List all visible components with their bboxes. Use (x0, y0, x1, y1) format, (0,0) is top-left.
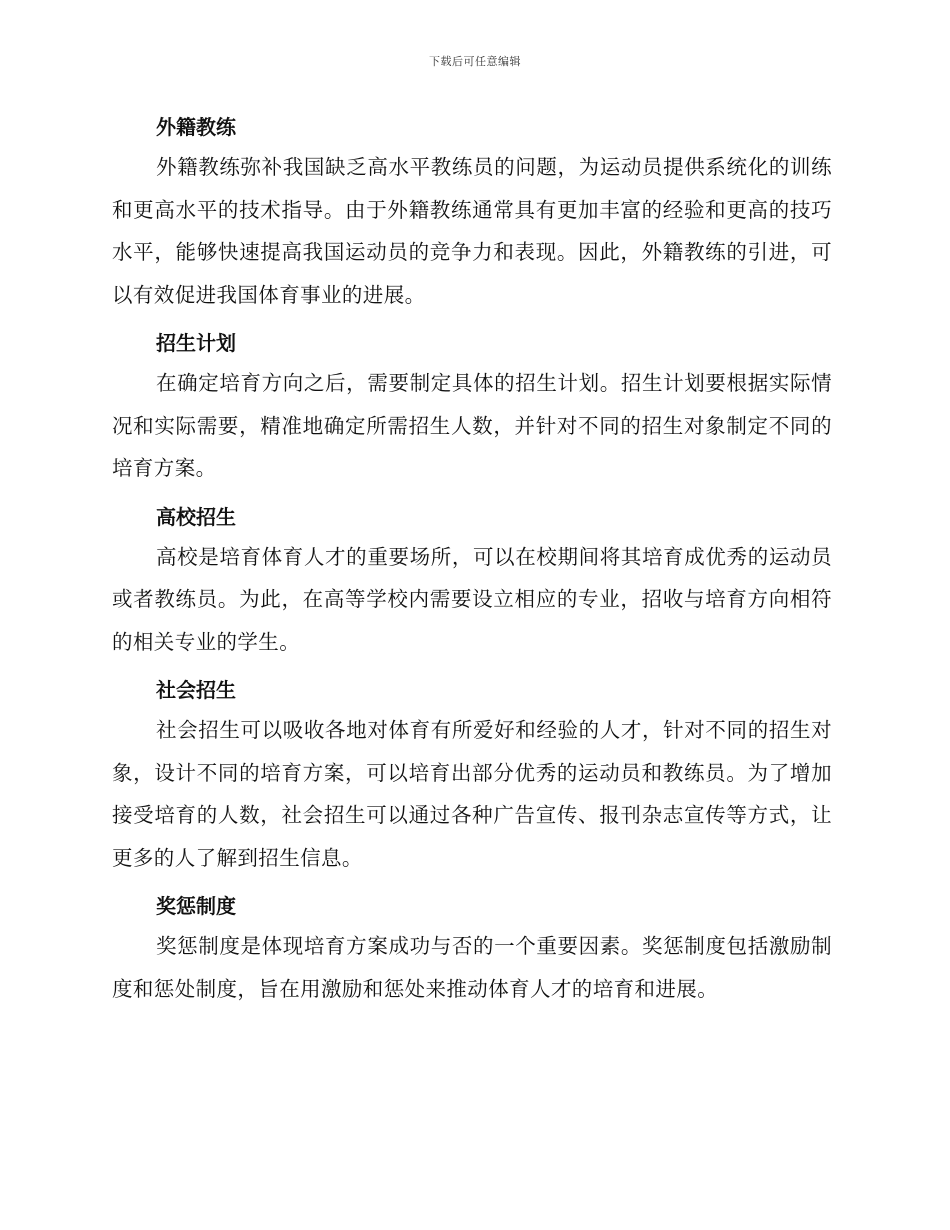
section-heading: 社会招生 (156, 678, 236, 702)
section-paragraph: 高校是培育体育人才的重要场所，可以在校期间将其培育成优秀的运动员或者教练员。为此，在高等学校内需要设立相应的专业，招收与培育方向相符的相关专业的学生。 (112, 544, 832, 654)
section-heading: 招生计划 (156, 331, 236, 355)
section-heading: 高校招生 (156, 504, 236, 529)
section-paragraph: 社会招生可以吸收各地对体育有所爱好和经验的人才，针对不同的招生对象，设计不同的培育方案，可以培育出部分优秀的运动员和教练员。为了增加接受培育的人数，社会招生可以通过各种广告宣传、报刊杂志宣传等方式，让更多的人了解到招生信息。 (112, 718, 832, 870)
section-university-enrollment (112, 498, 832, 664)
section-paragraph: 外籍教练弥补我国缺乏高水平教练员的问题，为运动员提供系统化的训练和更高水平的技术指导。由于外籍教练通常具有更加丰富的经验和更高的技巧水平，能够快速提高我国运动员的竞争力和表现。因此，外籍教练的引进，可以有效促进我国体育事业的进展。 (112, 155, 832, 307)
section-public-enrollment (112, 671, 832, 879)
section-heading: 外籍教练 (156, 115, 236, 139)
page-header-note: 下载后可任意编辑 (429, 55, 521, 68)
section-rewards-penalties (112, 887, 832, 1010)
section-paragraph: 在确定培育方向之后，需要制定具体的招生计划。招生计划要根据实际情况和实际需要，精准地确定所需招生人数，并针对不同的招生对象制定不同的培育方案。 (112, 371, 832, 480)
section-paragraph: 奖惩制度是体现培育方案成功与否的一个重要因素。奖惩制度包括激励制度和惩处制度，旨在用激励和惩处来推动体育人才的培育和进展。 (112, 934, 832, 1001)
document-body (112, 108, 832, 1018)
section-heading: 奖惩制度 (156, 894, 236, 918)
section-enrollment-plan (112, 324, 832, 490)
section-foreign-coaches (112, 108, 832, 316)
